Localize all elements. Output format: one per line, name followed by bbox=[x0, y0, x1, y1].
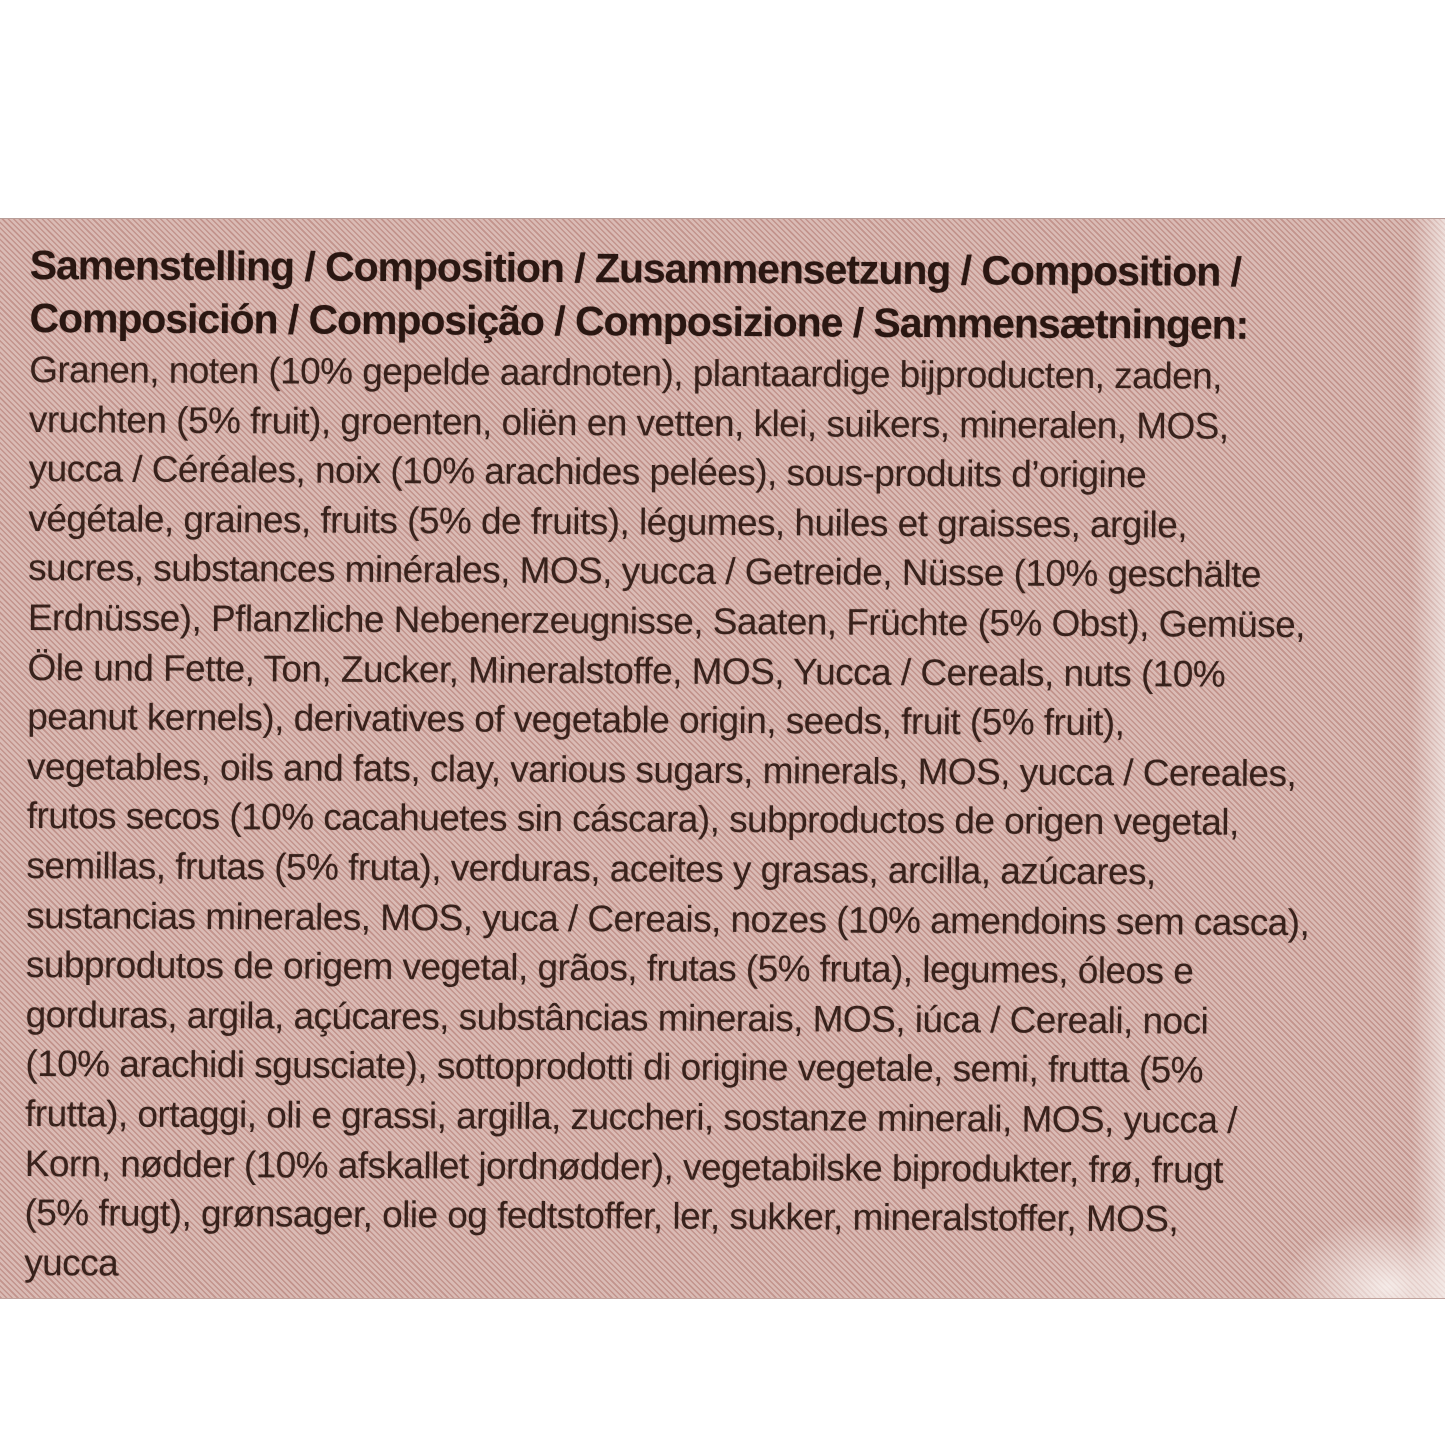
composition-text-line: vruchten (5% fruit), groenten, oliën en vetten, klei, suikers, mineralen, MOS, bbox=[28, 398, 1229, 447]
composition-text-line: (10% arachidi sgusciate), sottoprodotti di origine vegetale, semi, frutta (5% bbox=[25, 1043, 1204, 1091]
composition-heading-line: Composición / Composição / Composizione / Sammensætningen: bbox=[29, 294, 1249, 348]
composition-text-line: Erdnüsse), Pflanzliche Nebenerzeugnisse, Saaten, Früchte (5% Obst), Gemüse, bbox=[27, 596, 1306, 646]
composition-text-line: semillas, frutas (5% fruta), verduras, aceites y grasas, arcilla, azúcares, bbox=[26, 844, 1156, 893]
composition-heading-line: Samenstelling / Composition / Zusammensetzung / Composition / bbox=[29, 241, 1242, 295]
composition-text-line: gorduras, argila, açúcares, substâncias minerais, MOS, iúca / Cereali, noci bbox=[25, 993, 1209, 1042]
composition-text-line: Korn, nødder (10% afskallet jordnødder), vegetabilske biprodukter, frø, frugt bbox=[24, 1142, 1224, 1191]
label-text-block bbox=[24, 239, 1426, 1295]
composition-text-line: (5% frugt), grønsager, olie og fedtstoffer, ler, sukker, mineralstoffer, MOS, bbox=[24, 1192, 1179, 1240]
composition-text-line: sucres, substances minérales, MOS, yucca / Getreide, Nüsse (10% geschälte bbox=[28, 547, 1262, 596]
composition-text-line: frutta), ortaggi, oli e grassi, argilla, zuccheri, sostanze minerali, MOS, yucca / bbox=[25, 1092, 1238, 1141]
composition-text-line: Granen, noten (10% gepelde aardnoten), plantaardige bijproducten, zaden, bbox=[29, 348, 1223, 397]
composition-text-line: subprodutos de origem vegetal, grãos, frutas (5% fruta), legumes, óleos e bbox=[25, 944, 1194, 992]
composition-text-line: Öle und Fette, Ton, Zucker, Mineralstoffe, MOS, Yucca / Cereals, nuts (10% bbox=[27, 646, 1226, 695]
composition-text-line: peanut kernels), derivatives of vegetable origin, seeds, fruit (5% fruit), bbox=[27, 696, 1125, 744]
composition-label bbox=[0, 218, 1445, 1299]
composition-text-line: yucca / Céréales, noix (10% arachides pelées), sous-produits d’origine bbox=[28, 448, 1147, 496]
composition-text-line: végétale, graines, fruits (5% de fruits), légumes, huiles et graisses, argile, bbox=[28, 497, 1188, 546]
composition-text-line: vegetables, oils and fats, clay, various sugars, minerals, MOS, yucca / Cereales, bbox=[26, 745, 1297, 794]
composition-text-line: yucca bbox=[24, 1241, 119, 1284]
composition-text-line: sustancias minerales, MOS, yuca / Cereais, nozes (10% amendoins sem casca), bbox=[26, 894, 1310, 943]
composition-text-line: frutos secos (10% cacahuetes sin cáscara), subproductos de origen vegetal, bbox=[26, 795, 1239, 844]
